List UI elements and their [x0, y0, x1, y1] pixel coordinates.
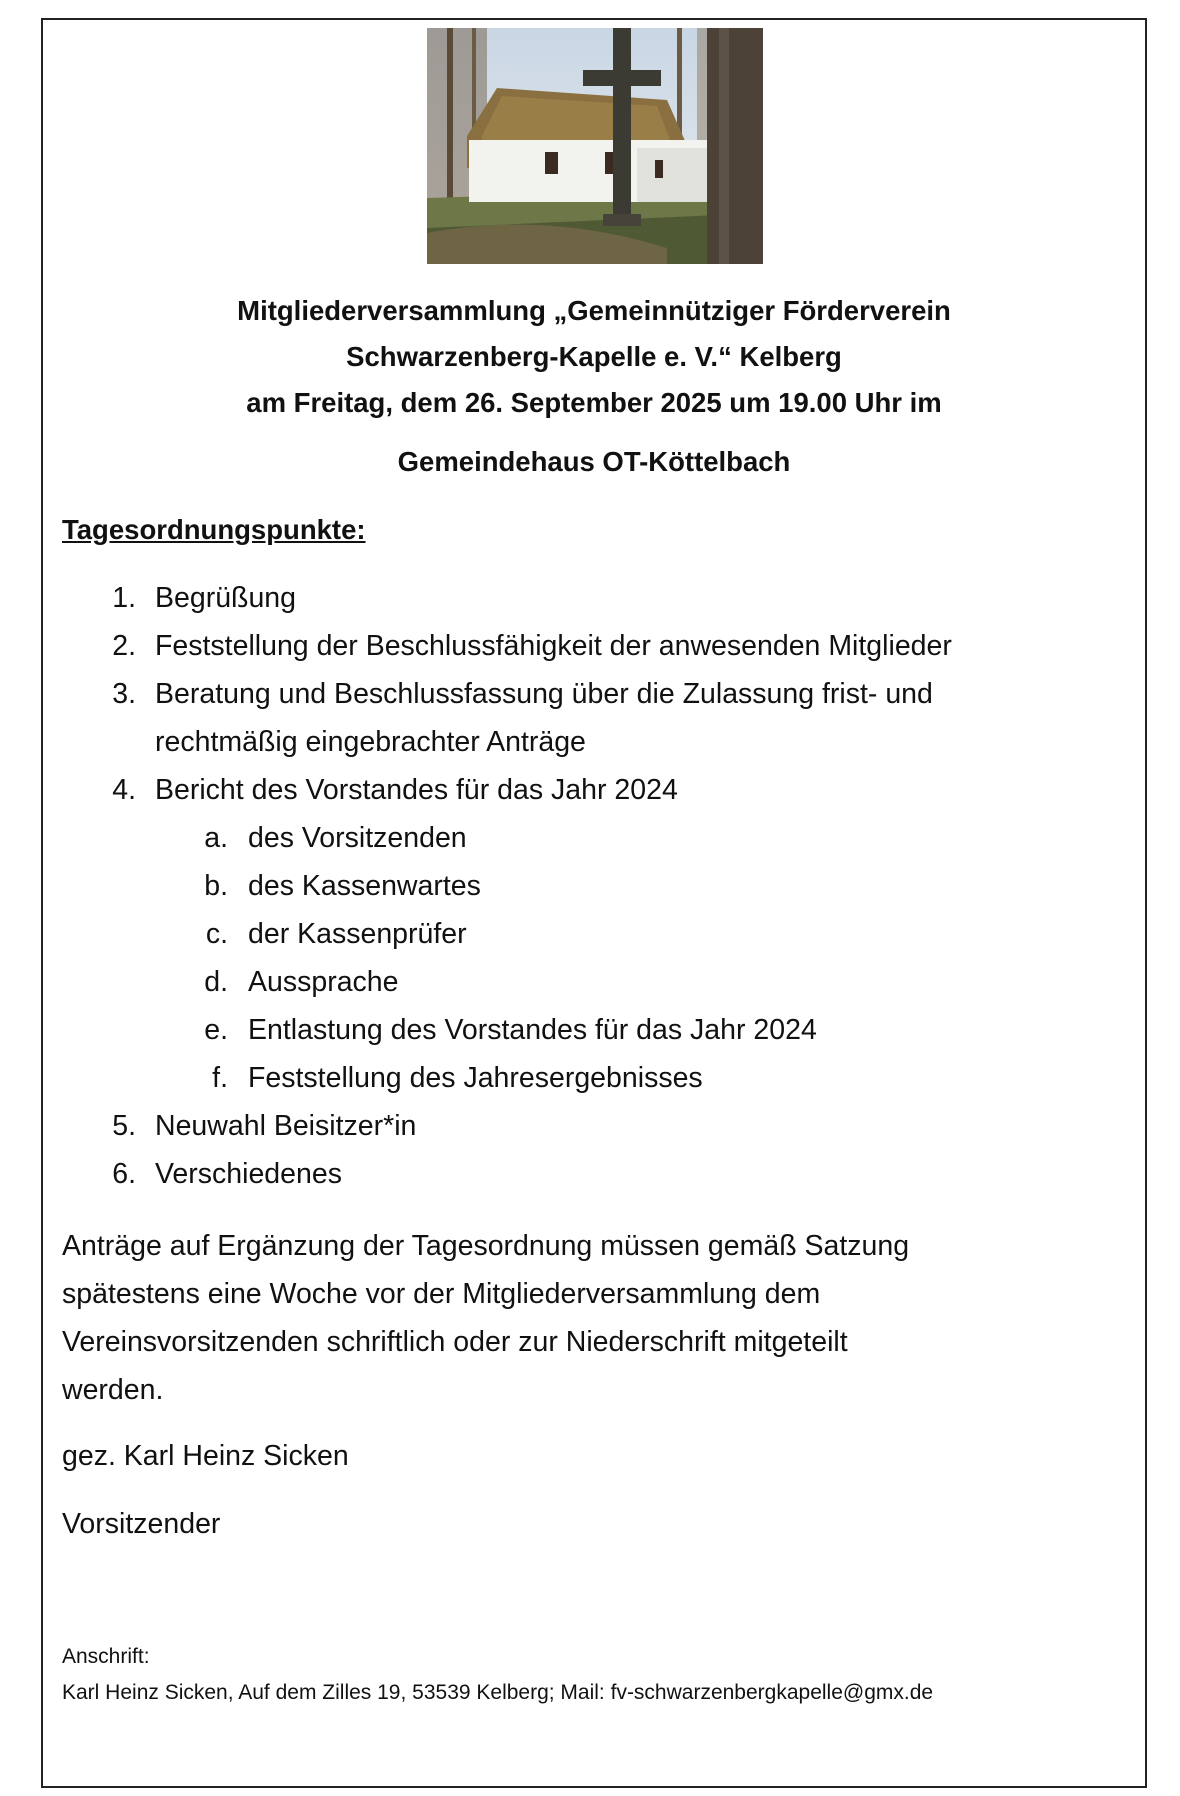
- subitem-text: Entlastung des Vorstandes für das Jahr 2024: [248, 1014, 817, 1046]
- agenda-title: Tagesordnungspunkte:: [62, 514, 366, 545]
- item-number: 3.: [112, 678, 136, 710]
- subitem-letter: b.: [204, 870, 228, 902]
- subitem-letter: a.: [204, 822, 228, 854]
- subitem-letter: c.: [205, 918, 228, 950]
- item-text: Beratung und Beschlussfassung über die Zulassung frist- und: [155, 678, 933, 710]
- meeting-heading: [41, 288, 1147, 426]
- item-number: 2.: [112, 630, 136, 662]
- subitem-text: des Vorsitzenden: [248, 822, 467, 854]
- item-number: 1.: [112, 582, 136, 614]
- item-number: 6.: [112, 1158, 136, 1190]
- chapel-photo: [427, 28, 763, 264]
- item-text-continued: rechtmäßig eingebrachter Anträge: [155, 726, 586, 758]
- item-text: Begrüßung: [155, 582, 297, 614]
- notice-line: Anträge auf Ergänzung der Tagesordnung müssen gemäß Satzung: [62, 1230, 910, 1262]
- subitem-letter: e.: [204, 1014, 228, 1046]
- notice-line: Vereinsvorsitzenden schriftlich oder zur Niederschrift mitgeteilt: [62, 1326, 848, 1358]
- subitem-text: Aussprache: [248, 966, 399, 998]
- subitem-letter: d.: [204, 966, 228, 998]
- subitem-letter: f.: [212, 1062, 228, 1094]
- signature-role: Vorsitzender: [62, 1508, 221, 1540]
- heading-line-3: am Freitag, dem 26. September 2025 um 19.00 Uhr im: [246, 387, 942, 418]
- item-text: Bericht des Vorstandes für das Jahr 2024: [155, 774, 678, 806]
- item-number: 5.: [112, 1110, 136, 1142]
- subitem-text: Feststellung des Jahresergebnisses: [248, 1062, 703, 1094]
- venue-title: Gemeindehaus OT-Köttelbach: [397, 446, 791, 477]
- address-label: Anschrift:: [62, 1645, 150, 1668]
- subitem-text: der Kassenprüfer: [248, 918, 467, 950]
- signature-name: gez. Karl Heinz Sicken: [62, 1440, 349, 1472]
- item-text: Verschiedenes: [155, 1158, 342, 1190]
- address-line: Karl Heinz Sicken, Auf dem Zilles 19, 53539 Kelberg; Mail: fv-schwarzenbergkapelle@gmx.de: [62, 1681, 934, 1704]
- subitem-text: des Kassenwartes: [248, 870, 481, 902]
- notice-line: spätestens eine Woche vor der Mitgliederversammlung dem: [62, 1278, 821, 1310]
- item-text: Neuwahl Beisitzer*in: [155, 1110, 417, 1142]
- item-number: 4.: [112, 774, 136, 806]
- item-text: Feststellung der Beschlussfähigkeit der anwesenden Mitglieder: [155, 630, 952, 662]
- notice-paragraph: [62, 1222, 1122, 1414]
- heading-line-1: Mitgliederversammlung „Gemeinnütziger Förderverein: [237, 295, 951, 326]
- heading-line-2: Schwarzenberg-Kapelle e. V.“ Kelberg: [346, 341, 842, 372]
- notice-line: werden.: [62, 1374, 164, 1406]
